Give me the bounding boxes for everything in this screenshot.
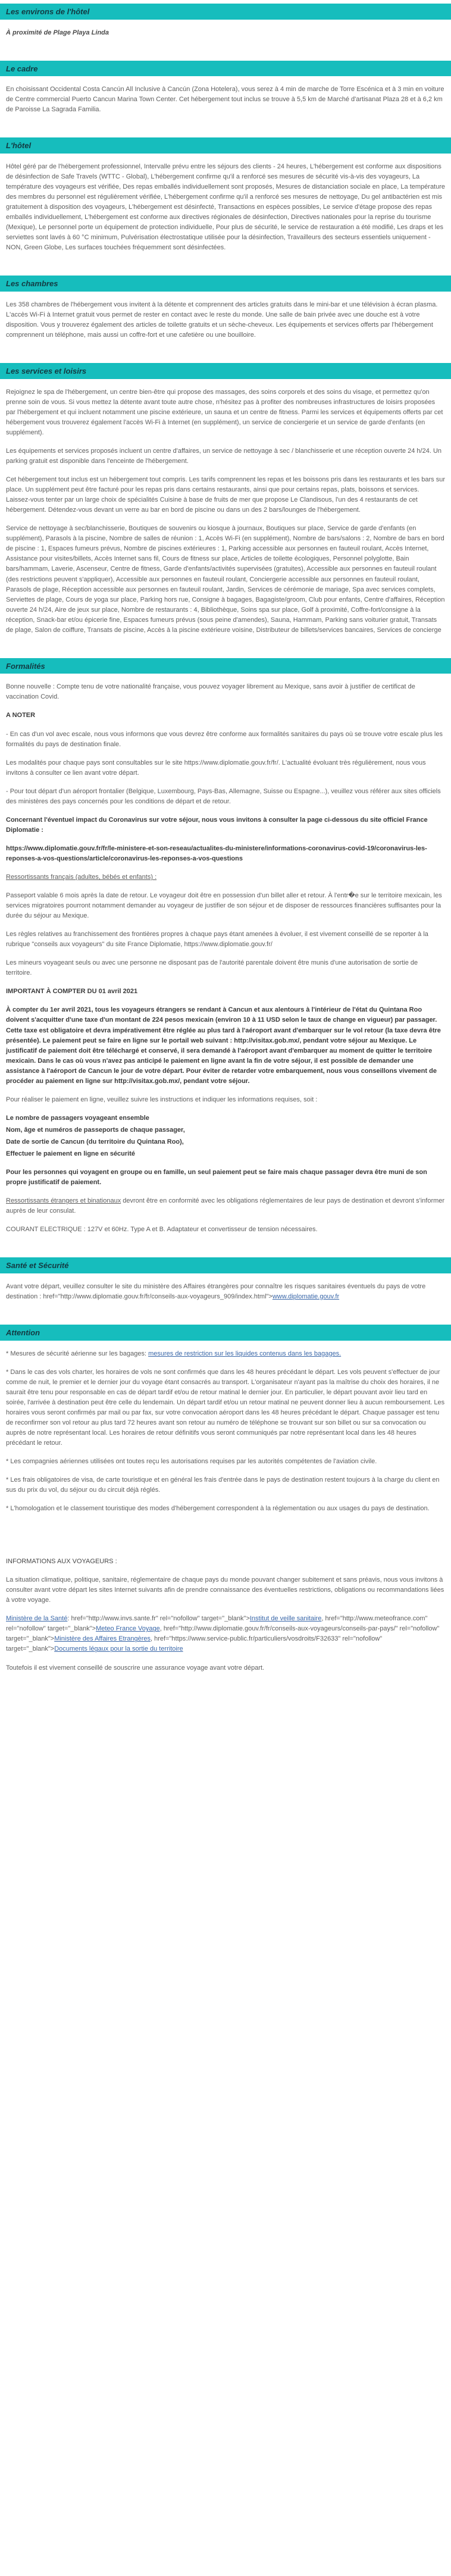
text-span: Effectuer le paiement en ligne en sécurité: [6, 1150, 136, 1157]
text-span: Service de nettoyage à sec/blanchisserie, Boutiques de souvenirs ou kiosque à journaux, Boutiques sur place, Service de garde d'enfants (en supplément), Parasols à la piscine, Nombre de salles de réunion : 1, Accès Wi-Fi (en supplément), Nombre de bars/salons : 2, Nombre de bars en bord de piscine : 1, Espaces fumeurs prévus, Nombre de piscines extérieures : 1, Parking accessible aux personnes en fauteuil roulant, Accès Internet, Assistance pour visites/billets, Accès Internet sans fil, Cours de fitness sur place, Articles de toilette écologiques, Personnel polyglotte, Bain bars/hammam, Laverie, Ascenseur, Centre de fitness, Garde d'enfants/activités supervisées (gratuites), Accessible aux personnes en fauteuil roulant (des restrictions peuvent s'appliquer), Accessible aux personnes en fauteuil roulant, Conciergerie accessible aux personnes en fauteuil roulant, Parasols de plage, Réception accessible aux personnes en fauteuil roulant, Jardin, Services de cérémonie de mariage, Spa avec services complets, Serviettes de plage, Cours de yoga sur place, Parking hors rue, Consigne à bagages, Bagagiste/groom, Club pour enfants, Centre d'affaires, Réception ouverte 24 h/24, Aire de jeux sur place, Nombre de restaurants : 4, Bibliothèque, Soins spa sur place, Golf à proximité, Coffre-fort/consigne à la réception, Snack-bar et/ou épicerie fine, Espaces fumeurs prévus (sous peine d'amendes), Sauna, Hammam, Parking sans voiturier gratuit, Transats de plage, Salon de coiffure, Transats de piscine, Accès à la piscine extérieure voisine, Distributeur de billets/services bancaires, Services de concierge: [6, 525, 445, 634]
section-title-cadre: Le cadre: [0, 61, 451, 77]
text-span: Les règles relatives au franchissement des frontières propres à chaque pays étant amenées à évoluer, il est vivement conseillé de se reporter à la rubrique "conseils aux voyageurs" du site France Diplomatie, https://www.diplomatie.gouv.fr/: [6, 931, 428, 949]
text-span: , href="http://www.meteofrance.com" rel="nofollow" target="_blank">: [6, 1615, 428, 1633]
paragraph: [6, 682, 445, 702]
text-span: IMPORTANT À COMPTER DU 01 avril 2021: [6, 988, 138, 996]
section-services-loisirs: [0, 363, 451, 636]
text-span: À compter du 1er avril 2021, tous les voyageurs étrangers se rendant à Cancun et aux alentours à l'intérieur de l'état du Quintana Roo doivent s'acquitter d'une taxe d'un montant de 224 pesos mexicain (environ 10 à 11 USD selon le taux de change en vigueur) par passager. Cette taxe est obligatoire et devra impérativement être réglée au plus tard à l'aéroport avant d'embarquer sur le vol retour (la taxe devra être présentée). Le paiement peut se faire en ligne sur le portail web suivant : http://visitax.gob.mx/, pendant votre séjour au Mexique. Le justificatif de paiement doit être téléchargé et conservé, il sera demandé à l'aéroport avant d'embarquer au moment de quitter le territoire mexicain. Dans le cas où vous n'avez pas anticipé le paiement en ligne avant la fin de votre séjour, il est possible de demander une assistance à l'aéroport de Cancun le jour de votre départ. Pour éviter de retarder votre embarquement, nous vous conseillons vivement de procéder au paiement en ligne sur http://visitax.gob.mx/, pendant votre séjour.: [6, 1006, 441, 1085]
text-span: : href="http://www.invs.sante.fr" rel="nofollow" target="_blank">: [67, 1615, 250, 1623]
paragraph: [6, 844, 445, 864]
section-environs: [0, 4, 451, 38]
section-title-chambres: Les chambres: [0, 276, 451, 292]
text-span: Nom, âge et numéros de passeports de chaque passager,: [6, 1126, 185, 1134]
paragraph: [6, 1282, 445, 1302]
section-title-attention: Attention: [0, 1325, 451, 1341]
inline-link[interactable]: Ministère des Affaires Etrangères: [54, 1635, 151, 1643]
section-cadre: [0, 61, 451, 115]
paragraph: [6, 162, 445, 253]
paragraph: [6, 1457, 445, 1467]
paragraph: [6, 1575, 445, 1605]
paragraph: [6, 987, 445, 997]
text-span: Cet hébergement tout inclus est un hébergement tout compris. Les tarifs comprennent les repas et les boissons pris dans les restaurants et les bars sur place. Un supplément peut être facturé pour les repas pris dans certains restaurants, ainsi que pour certains repas, plats, boissons et services. Laissez-vous tenter par un large choix de spécialités Cuisine à base de fruits de mer que propose Le Clandisous, l'un des 4 restaurants de cet hébergement. Détendez-vous devant un verre au bar en bord de piscine ou dans un des 2 bars/lounges de l'hébergement.: [6, 476, 445, 514]
inline-link[interactable]: Meteo France Voyage: [96, 1625, 160, 1633]
section-title-hotel: L'hôtel: [0, 137, 451, 154]
section-hotel: [0, 137, 451, 253]
section-sante-securite: [0, 1257, 451, 1302]
paragraph: [6, 1663, 445, 1673]
text-span: Toutefois il est vivement conseillé de souscrire une assurance voyage avant votre départ.: [6, 1664, 265, 1672]
text-span: - Pour tout départ d'un aéroport frontalier (Belgique, Luxembourg, Pays-Bas, Allemagne, Suisse ou Espagne...), veuillez vous référer aux sites officiels des ministères des pays concernés pour les conditions de départ et de retour.: [6, 787, 441, 805]
text-span: La situation climatique, politique, sanitaire, réglementaire de chaque pays du monde pouvant changer subitement et sans préavis, nous vous invitons à consulter avant votre départ les sites Internet suivants afin de prendre connaissance des éventuelles restrictions, obligations ou recommandations liées à votre voyage.: [6, 1576, 444, 1604]
paragraph: [6, 1196, 445, 1216]
paragraph: [6, 475, 445, 515]
paragraph: [6, 1504, 445, 1514]
text-span: Bonne nouvelle : Compte tenu de votre nationalité française, vous pouvez voyager librement au Mexique, sans avoir à justifier de certificat de vaccination Covid.: [6, 683, 415, 701]
text-span: Pour réaliser le paiement en ligne, veuillez suivre les instructions et indiquer les informations requises, soit :: [6, 1095, 318, 1103]
text-span: * L'homologation et le classement touristique des modes d'hébergement correspondent à la réglementation ou aux usages du pays de destination.: [6, 1505, 430, 1513]
inline-link[interactable]: Institut de veille sanitaire: [249, 1615, 322, 1623]
paragraph: [6, 300, 445, 340]
paragraph: [6, 872, 445, 882]
text-span: Avant votre départ, veuillez consulter le site du ministère des Affaires étrangères pour connaître les risques sanitaires éventuels du pays de votre destination : href="http://www.diplomatie.gouv.fr/fr/conseils-aux-voyageurs_909/index.html">: [6, 1282, 426, 1300]
paragraph: [6, 929, 445, 950]
section-attention: [0, 1325, 451, 1514]
section-title-services-loisirs: Les services et loisirs: [0, 363, 451, 379]
paragraph: [6, 1614, 445, 1654]
paragraph: [6, 710, 445, 721]
text-span: Passeport valable 6 mois après la date de retour. Le voyageur doit être en possession d'un billet aller et retour. À l'entr�e sur le territoire mexicain, les services migratoires pourront notamment demander au voyageur de justifier de son séjour et de disposer de ressources financières suffisantes pour la durée du séjour au Mexique.: [6, 892, 442, 920]
text-span: , href="http://www.diplomatie.gouv.fr/fr/conseils-aux-voyageurs/conseils-par-pays/" rel="nofollow" target="_blank">: [6, 1625, 440, 1643]
paragraph: [6, 730, 445, 750]
text-span: Les modalités pour chaque pays sont consultables sur le site https://www.diplomatie.gouv.fr/fr/. L'actualité évoluant très régulièrement, nous vous invitons à consulter ce lien avant votre départ.: [6, 759, 426, 777]
paragraph: [6, 787, 445, 807]
paragraph: [6, 28, 445, 38]
text-span: https://www.diplomatie.gouv.fr/fr/le-ministere-et-son-reseau/actualites-du-ministere/informations-coronavirus-covid-19/coronavirus-les-reponses-a-vos-questions/article/coronavirus-les-reponses-a-vos-questions: [6, 844, 427, 862]
paragraph: [6, 958, 445, 978]
paragraph: [6, 524, 445, 636]
text-span: Concernant l'éventuel impact du Coronavirus sur votre séjour, nous vous invitons à consulter la page ci-dessous du site officiel France Diplomatie :: [6, 816, 428, 834]
text-span: Hôtel géré par de l'hébergement professionnel, Intervalle prévu entre les séjours des clients - 24 heures, L'hébergement est conforme aux dispositions de désinfection de Safe Travels (WTTC - Global), L'hébergement confirme qu'il a renforcé ses mesures de sécurité vis-à-vis des voyageurs, La température des voyageurs est vérifiée, Des repas emballés individuellement sont proposés, Mesures de distanciation sociale en place, La température des membres du personnel est régulièrement vérifiée, L'hébergement confirme qu'il a renforcé ses mesures de nettoyage, Du gel antibactérien est mis gratuitement à disposition des voyageurs, L'hébergement est désinfecté, Transactions en espèces possibles, Le service d'étage propose des repas emballés individuellement, L'hébergement est conforme aux directives régionales de désinfection, Directives nationales pour la reprise du tourisme (Mexique), Le personnel porte un équipement de protection individuelle, Pour plus de sécurité, le service de restauration a été modifié, Les draps et les serviettes sont lavés à 60 °C minimum, Pulvérisation électrostatique utilisée pour la désinfection, Travailleurs des secteurs essentiels uniquement - NON, Green Globe, Les surfaces touchées fréquemment sont désinfectées.: [6, 162, 446, 252]
sections-container: [0, 4, 451, 1673]
paragraph: [6, 84, 445, 115]
inline-link[interactable]: Ministère de la Santé: [6, 1615, 68, 1623]
underlined-text: Ressortissants étrangers et binationaux: [6, 1197, 121, 1205]
section-formalites: [0, 658, 451, 1235]
paragraph: [6, 1149, 445, 1159]
paragraph: [6, 446, 445, 467]
text-span: INFORMATIONS AUX VOYAGEURS :: [6, 1558, 117, 1566]
inline-link[interactable]: www.diplomatie.gouv.fr: [272, 1292, 340, 1300]
paragraph: [6, 1475, 445, 1495]
text-span: devront être en conformité avec les obligations réglementaires de leur pays de destination et devront s'informer auprès de leur consulat.: [6, 1197, 445, 1215]
text-span: , href="https://www.service-public.fr/particuliers/vosdroits/F32633" rel="nofollow" target="_blank">: [6, 1635, 383, 1653]
section-chambres: [0, 276, 451, 340]
paragraph: [6, 387, 445, 438]
section-title-formalites: Formalités: [0, 658, 451, 674]
paragraph: [6, 1367, 445, 1448]
paragraph: [6, 1113, 445, 1123]
underlined-text: Ressortissants français (adultes, bébés et enfants) :: [6, 874, 157, 881]
inline-link[interactable]: Documents légaux pour la sortie du territoire: [54, 1645, 183, 1653]
text-span: Les équipements et services proposés incluent un centre d'affaires, un service de nettoyage à sec / blanchisserie et une réception ouverte 24 h/24. Un parking gratuit est disponible dans l'enceinte de l'hébergement.: [6, 447, 442, 465]
text-span: * Les frais obligatoires de visa, de carte touristique et en général les frais d'entrée dans le pays de destination restent toujours à la charge du client en sus du prix du vol, du séjour ou du circuit déjà réglés.: [6, 1476, 440, 1494]
text-span: COURANT ELECTRIQUE : 127V et 60Hz. Type A et B. Adaptateur et convertisseur de tension nécessaires.: [6, 1226, 318, 1234]
text-span: Les 358 chambres de l'hébergement vous invitent à la détente et comprennent des articles gratuits dans le mini-bar et une télévision à écran plasma. L'accès Wi-Fi à Internet gratuit vous permet de rester en contact avec le reste du monde. Une salle de bain privée avec une douche est à votre disposition. Vous y trouverez également des articles de toilette gratuits et un sèche-cheveux. Les équipements et services offerts par l'hébergement comprennent un téléphone, mais aussi un coffre-fort et une cafetière ou une bouilloire.: [6, 301, 438, 339]
text-span: * Dans le cas des vols charter, les horaires de vols ne sont confirmés que dans les 48 heures précédant le départ. Les vols peuvent s'effectuer de jour comme de nuit, le premier et le dernier jour du voyage étant consacrés au transport. L'organisateur n'ayant pas la maîtrise du choix des horaires, il ne saurait être tenu pour responsable en cas de départ tardif et/ou de retour matinal le dernier jour. En particulier, le départ pouvant avoir lieu tard en soirée, l'arrivée à destination peut être celle du lendemain. Un départ tardif et/ou un retour matinal ne peuvent donner lieu à aucun remboursement. Les horaires vous seront confirmés par mail ou par fax, sur votre convocation aéroport dans les 48 heures précédant le départ. Chaque passager est tenu de reconfirmer son vol retour au plus tard 72 heures avant son retour au numéro de téléphone se trouvant sur son billet ou sur sa convocation ou auprès de notre représentant local. Les horaires de retour définitifs vous seront communiqués par notre représentant local dans les 48 heures précédant le retour.: [6, 1368, 445, 1447]
section-infos-voyageurs: [0, 1557, 451, 1673]
text-span: À proximité de Plage Playa Linda: [6, 29, 109, 36]
paragraph: [6, 1005, 445, 1086]
text-span: A NOTER: [6, 712, 36, 719]
paragraph: [6, 758, 445, 778]
paragraph: [6, 1557, 445, 1567]
section-title-environs: Les environs de l'hôtel: [0, 4, 451, 20]
text-span: Les mineurs voyageant seuls ou avec une personne ne disposant pas de l'autorité parentale doivent être munis d'une autorisation de sortie de territoire.: [6, 959, 418, 977]
text-span: Rejoignez le spa de l'hébergement, un centre bien-être qui propose des massages, des soins corporels et des soins du visage, et permettez qu'on prenne soin de vous. Si vous mettez la détente avant toute autre chose, n'hésitez pas à profiter des nombreuses infrastructures de loisirs proposées par l'hébergement et qui incluent notamment une piscine extérieure, un sauna et un centre de fitness. Parmi les services et équipements offerts par cet hébergement vous trouverez également l'accès Wi-Fi à Internet (en supplément), un service de conciergerie et un service de garde d'enfants (en supplément).: [6, 388, 443, 436]
text-span: - En cas d'un vol avec escale, nous vous informons que vous devrez être conforme aux formalités sanitaires du pays où se trouve votre escale plus les formalités du pays de destination finale.: [6, 730, 443, 748]
text-span: Le nombre de passagers voyageant ensemble: [6, 1114, 149, 1122]
inline-link[interactable]: mesures de restriction sur les liquides contenus dans les bagages.: [148, 1350, 342, 1357]
paragraph: [6, 1137, 445, 1147]
text-span: Date de sortie de Cancun (du territoire du Quintana Roo),: [6, 1138, 184, 1145]
paragraph: [6, 815, 445, 835]
text-span: * Mesures de sécurité aérienne sur les bagages:: [6, 1350, 149, 1357]
paragraph: [6, 1168, 445, 1188]
section-title-sante-securite: Santé et Sécurité: [0, 1257, 451, 1273]
paragraph: [6, 1349, 445, 1359]
text-span: * Les compagnies aériennes utilisées ont toutes reçu les autorisations requises par les autorités compétentes de l'aviation civile.: [6, 1457, 377, 1465]
text-span: En choisissant Occidental Costa Cancún All Inclusive à Cancún (Zona Hotelera), vous serez à 4 min de marche de Torre Escénica et à 3 min en voiture de Centre commercial Puerto Cancun Marina Town Center. Cet hébergement tout inclus se trouve à 5,5 km de Marché d'artisanat Plaza 28 et à 6,2 km de Paroisse La Sagrada Familia.: [6, 86, 444, 114]
paragraph: [6, 1095, 445, 1105]
paragraph: [6, 1225, 445, 1235]
paragraph: [6, 1125, 445, 1135]
text-span: Pour les personnes qui voyagent en groupe ou en famille, un seul paiement peut se faire mais chaque passager devra être muni de son propre justificatif de paiement.: [6, 1169, 427, 1187]
paragraph: [6, 891, 445, 921]
